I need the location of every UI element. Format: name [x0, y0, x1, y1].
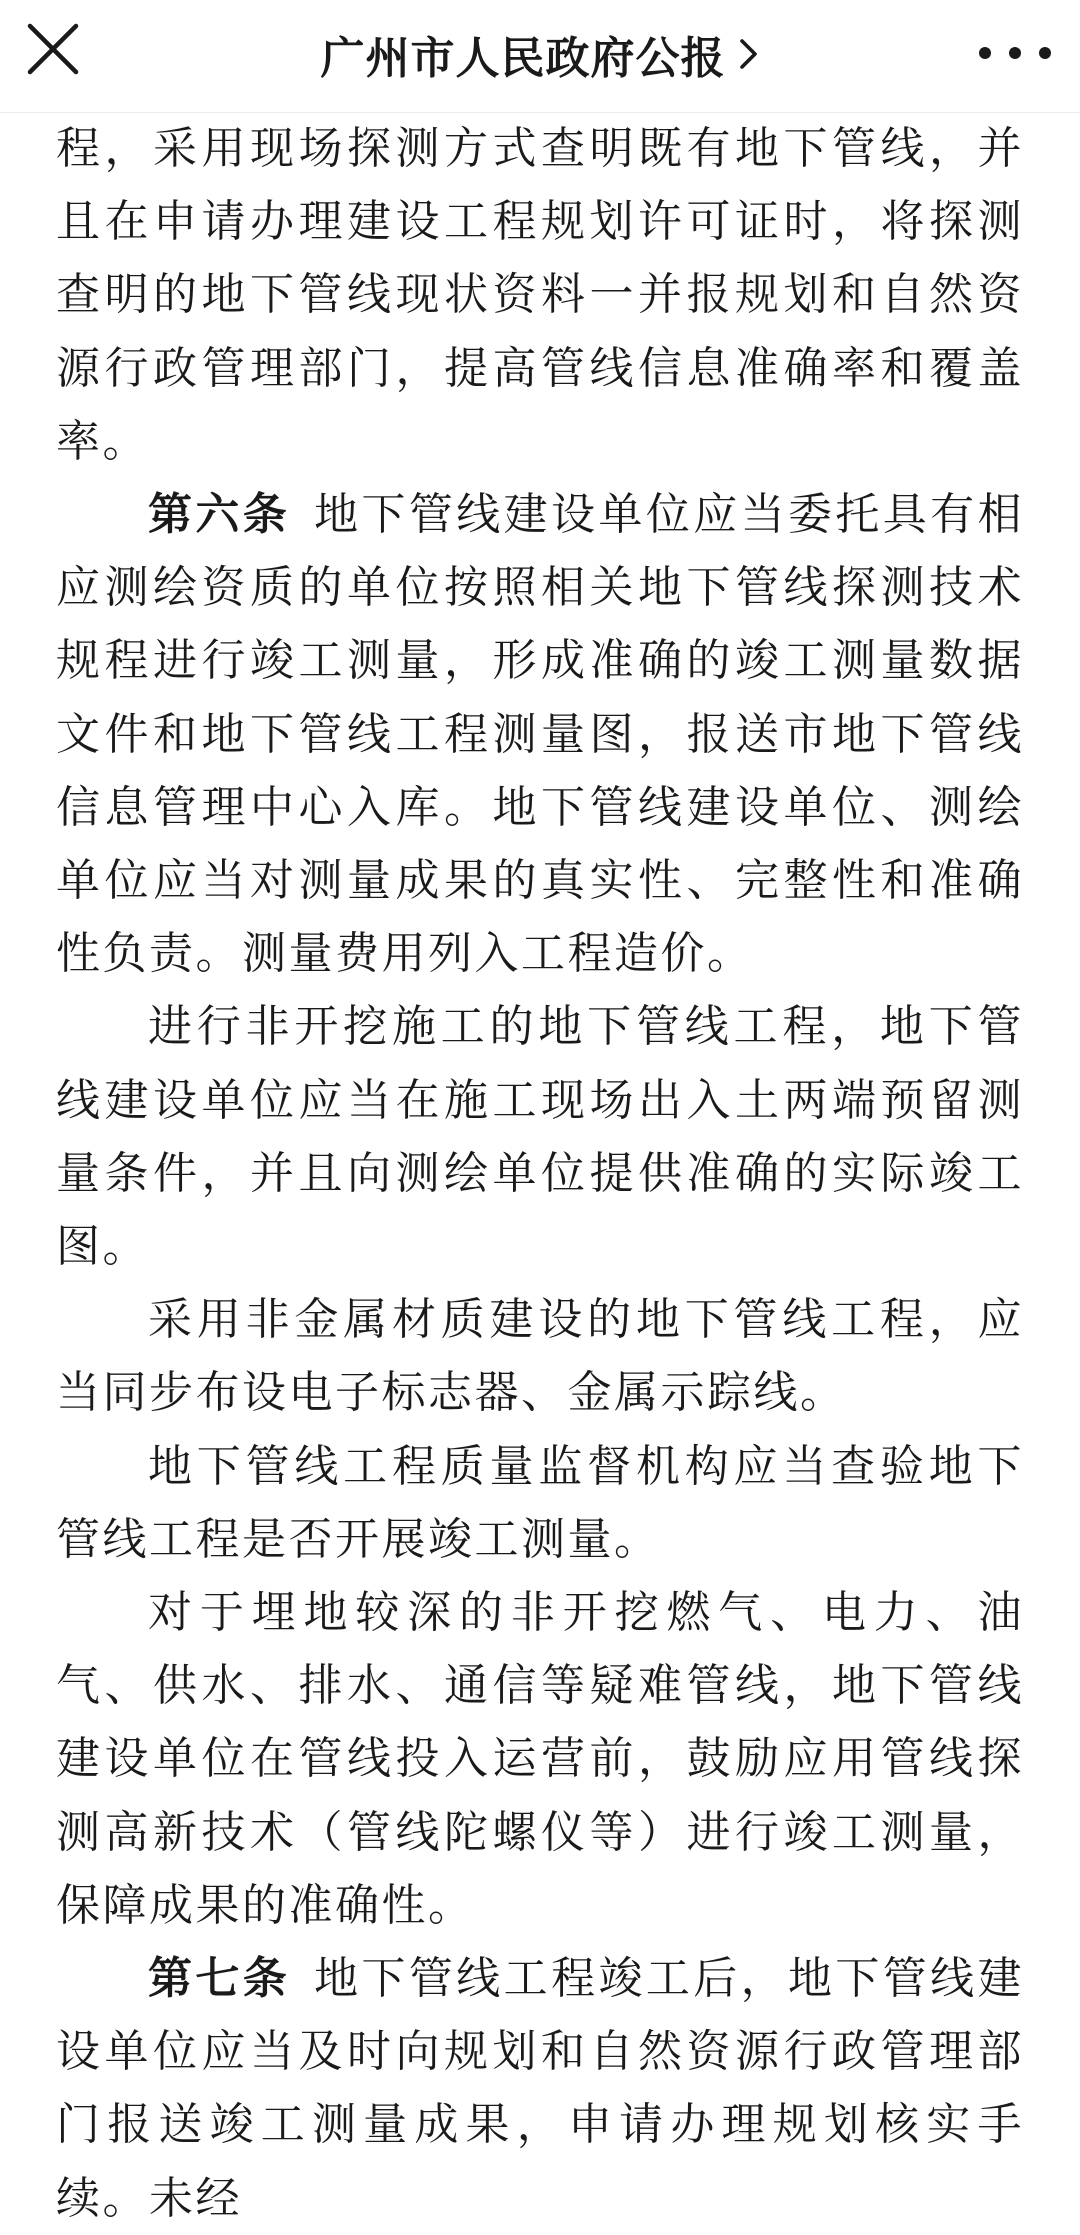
close-icon: [26, 22, 80, 76]
article-paragraph: 采用非金属材质建设的地下管线工程，应当同步布设电子标志器、金属示踪线。: [56, 1294, 1024, 1419]
account-title-link[interactable]: [200, 0, 880, 108]
close-button[interactable]: [26, 22, 80, 76]
page-title: 广州市人民政府公报: [320, 33, 726, 84]
article-paragraph-art7: [56, 1942, 1024, 2235]
more-options-button[interactable]: [970, 38, 1060, 68]
article-paragraph-art6: [56, 478, 1024, 990]
article-body: [56, 112, 1024, 2235]
article-6-text: 地下管线建设单位应当委托具有相应测绘资质的单位按照相关地下管线探测技术规程进行竣工测量，形成准确的竣工测量数据文件和地下管线工程测量图，报送市地下管线信息管理中心入库。地下管线建设单位、测绘单位应当对测量成果的真实性、完整性和准确性负责。测量费用列入工程造价。: [56, 489, 1025, 980]
more-horizontal-icon: [970, 38, 1060, 68]
article-paragraph: 进行非开挖施工的地下管线工程，地下管线建设单位应当在施工现场出入土两端预留测量条件，并且向测绘单位提供准确的实际竣工图。: [56, 1001, 1024, 1273]
article-paragraph: 地下管线工程质量监督机构应当查验地下管线工程是否开展竣工测量。: [56, 1440, 1024, 1565]
chevron-right-icon: [738, 37, 760, 71]
top-navigation-bar: [0, 0, 1080, 113]
article-paragraph: 程，采用现场探测方式查明既有地下管线，并且在申请办理建设工程规划许可证时，将探测查明的地下管线现状资料一并报规划和自然资源行政管理部门，提高管线信息准确率和覆盖率。: [56, 123, 1024, 467]
article-7-text: 地下管线工程竣工后，地下管线建设单位应当及时向规划和自然资源行政管理部门报送竣工测量成果，申请办理规划核实手续。未经: [56, 1953, 1025, 2224]
article-number-7: 第七条: [148, 1953, 291, 2005]
article-paragraph: 对于埋地较深的非开挖燃气、电力、油气、供水、排水、通信等疑难管线，地下管线建设单位在管线投入运营前，鼓励应用管线探测高新技术（管线陀螺仪等）进行竣工测量，保障成果的准确性。: [56, 1587, 1024, 1931]
article-number-6: 第六条: [148, 489, 291, 541]
